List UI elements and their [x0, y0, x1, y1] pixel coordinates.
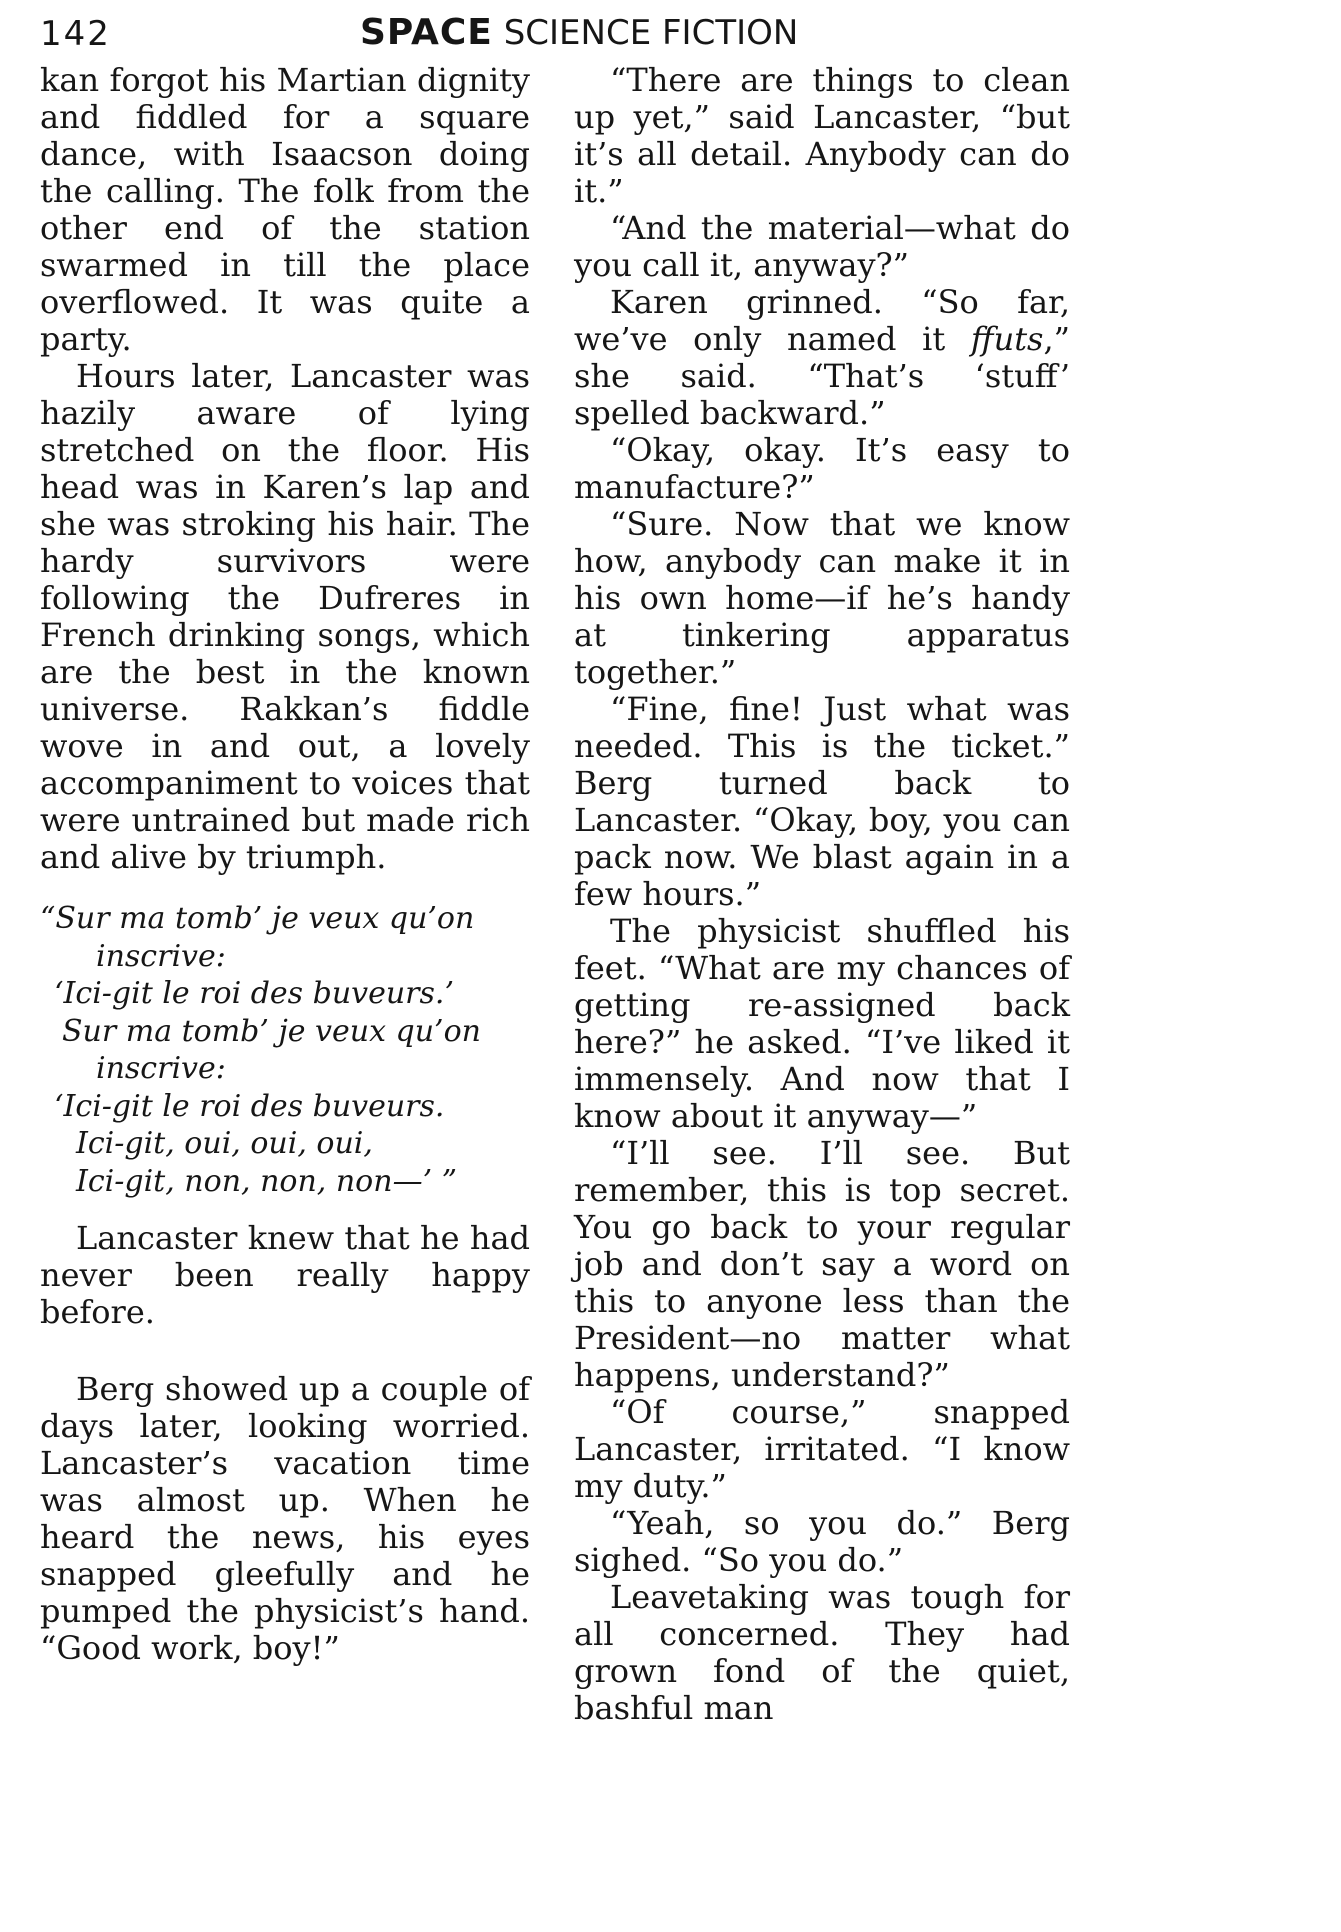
paragraph: Hours later, Lancaster was hazily aware of lying stretched on the floor. His head was in Karen’s lap and she was stroking his hair. The hardy survivors were following the Dufreres in French drinking songs, which are the best in the known universe. Rakkan’s fiddle wove in and out, a lovely accompaniment to voices that were untrained but made rich and alive by triumph. [40, 357, 530, 876]
paragraph: “Of course,” snapped Lancaster, irritated. “I know my duty.” [574, 1393, 1070, 1505]
verse-line: Ici-git, oui, oui, oui, [76, 1126, 373, 1161]
paragraph: “I’ll see. I’ll see. But remember, this is top secret. You go back to your regular job and don’t say a word on this to anyone less than the President—no matter what happens, understand?” [574, 1134, 1070, 1394]
paragraph: kan forgot his Martian dignity and fiddled for a square dance, with Isaacson doing the calling. The folk from the other end of the station swarmed in till the place overflowed. It was quite a party. [40, 61, 530, 358]
paragraph: “And the material—what do you call it, anyway?” [574, 209, 1070, 284]
verse-line: ‘Ici-git le roi des buveurs.’ [54, 976, 454, 1011]
paragraph: Berg showed up a couple of days later, looking worried. Lancaster’s vacation time was almost up. When he heard the news, his eyes snapped gleefully and he pumped the physicist’s hand. “Good work, boy!” [40, 1370, 530, 1667]
paragraph: “Yeah, so you do.” Berg sighed. “So you do.” [574, 1504, 1070, 1579]
verse-line: ‘Ici-git le roi des buveurs. [54, 1088, 445, 1124]
verse-line: Ici-git, non, non, non—’ ” [76, 1163, 457, 1199]
text-run: Karen grinned. “So far, we’ve only named it [574, 283, 1070, 358]
magazine-title-rest: SCIENCE FICTION [503, 13, 799, 53]
text-run: ,” she said. “That’s ‘stuff’ spelled backward.” [574, 320, 1070, 432]
verse-line: inscrive: [96, 1051, 226, 1086]
running-head [360, 12, 798, 53]
paragraph: “Sure. Now that we know how, anybody can make it in his own home—if he’s handy at tinkering apparatus together.” [574, 505, 1070, 691]
paragraph: “Fine, fine! Just what was needed. This is the ticket.” Berg turned back to Lancaster. “Okay, boy, you can pack now. We blast again in a few hours.” [574, 690, 1070, 913]
verse-line: “Sur ma tomb’ je veux qu’on [40, 901, 475, 936]
paragraph: “Okay, okay. It’s easy to manufacture?” [574, 431, 1070, 506]
song-verse [40, 900, 530, 1200]
left-column [40, 62, 530, 1667]
right-column [574, 62, 1070, 1727]
page-number: 142 [40, 14, 111, 54]
section-break [40, 1331, 530, 1371]
paragraph [574, 284, 1070, 432]
verse-line: inscrive: [96, 938, 226, 974]
magazine-title-bold: SPACE [360, 12, 493, 53]
verse-line: Sur ma tomb’ je veux qu’on [62, 1013, 481, 1049]
paragraph: “There are things to clean up yet,” said Lancaster, “but it’s all detail. Anybody can do it.” [574, 61, 1070, 210]
italic-word: ffuts [970, 320, 1044, 358]
paragraph: The physicist shuffled his feet. “What are my chances of getting re-assigned back here?” he asked. “I’ve liked it immensely. And now that I know about it anyway—” [574, 912, 1070, 1135]
paragraph: Leavetaking was tough for all concerned. They had grown fond of the quiet, bashful man [574, 1578, 1070, 1727]
paragraph: Lancaster knew that he had never been really happy before. [40, 1219, 530, 1331]
